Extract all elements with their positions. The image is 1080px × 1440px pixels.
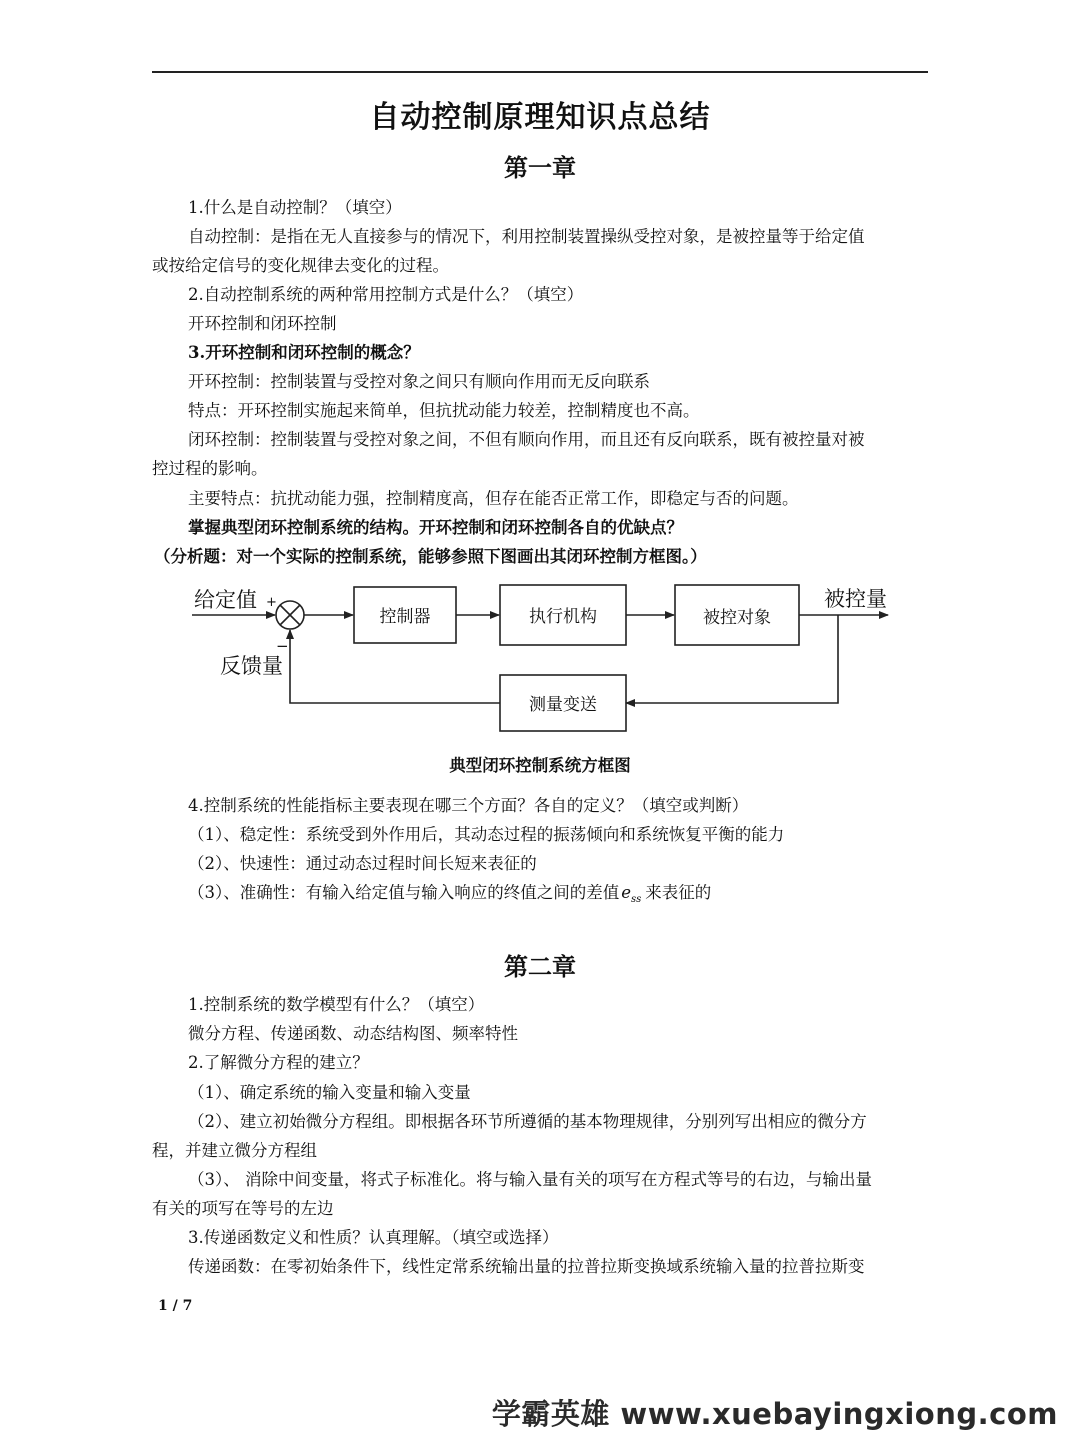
plant-label: 被控对象 (703, 608, 771, 628)
text-line: 控过程的影响。 (152, 459, 268, 478)
text-line: 3.传递函数定义和性质？认真理解。（填空或选择） (188, 1228, 559, 1247)
diagram-caption: 典型闭环控制系统方框图 (449, 756, 631, 775)
watermark: 学霸英雄 www.xuebayingxiong.com (491, 1397, 1058, 1431)
accuracy-text: （3）、准确性：有输入给定值与输入响应的终值之间的差值 (188, 883, 620, 902)
text-line: 开环控制和闭环控制 (188, 314, 337, 333)
actuator-label: 执行机构 (529, 607, 597, 627)
input-label: 给定值 (194, 588, 257, 612)
plus-sign: + (266, 595, 277, 610)
page-number: 1 / 7 (158, 1298, 193, 1314)
bold-question: 3.开环控制和闭环控制的概念？ (188, 343, 420, 362)
text-line: 2.了解微分方程的建立？ (188, 1053, 369, 1072)
sensor-label: 测量变送 (529, 695, 597, 715)
text-line: 自动控制：是指在无人直接参与的情况下，利用控制装置操纵受控对象，是被控量等于给定值 (188, 227, 865, 246)
block-diagram (186, 575, 896, 745)
text-line: （2）、快速性：通过动态过程时间长短来表征的 (188, 854, 537, 873)
text-line: （1）、确定系统的输入变量和输入变量 (188, 1083, 471, 1102)
text-line: 4.控制系统的性能指标主要表现在哪三个方面？各自的定义？（填空或判断） (188, 796, 749, 815)
top-rule (152, 71, 928, 73)
text-line (188, 881, 711, 912)
text-line: 1.控制系统的数学模型有什么？（填空） (188, 995, 485, 1014)
minus-sign: − (276, 637, 289, 655)
feedback-return (290, 630, 500, 703)
text-line: 闭环控制：控制装置与受控对象之间，不但有顺向作用，而且还有反向联系，既有被控量对被 (188, 430, 865, 449)
text-line: 或按给定信号的变化规律去变化的过程。 (152, 256, 449, 275)
text-line: 2.自动控制系统的两种常用控制方式是什么？（填空） (188, 285, 584, 304)
feedback-label: 反馈量 (220, 654, 283, 678)
output-label: 被控量 (824, 587, 887, 611)
controller-label: 控制器 (379, 607, 431, 627)
text-line: 1.什么是自动控制？（填空） (188, 198, 402, 217)
accuracy-tail: 来表征的 (645, 883, 712, 902)
chapter-1-heading: 第一章 (504, 153, 576, 182)
bold-note: （分析题：对一个实际的控制系统，能够参照下图画出其闭环控制方框图。） (154, 547, 707, 566)
bold-question: 掌握典型闭环控制系统的结构。开环控制和闭环控制各自的优缺点？ (188, 518, 683, 537)
text-line: 有关的项写在等号的左边 (152, 1199, 334, 1218)
text-line: 微分方程、传递函数、动态结构图、频率特性 (188, 1024, 518, 1043)
text-line: 传递函数：在零初始条件下，线性定常系统输出量的拉普拉斯变换域系统输入量的拉普拉斯变 (188, 1257, 865, 1276)
text-line: 程，并建立微分方程组 (152, 1141, 317, 1160)
chapter-2-heading: 第二章 (504, 952, 576, 981)
text-line: 开环控制：控制装置与受控对象之间只有顺向作用而无反向联系 (188, 372, 650, 391)
feedback-line (626, 615, 838, 703)
ess-symbol: $e_{ss}$ (621, 883, 642, 905)
text-line: （1）、稳定性：系统受到外作用后，其动态过程的振荡倾向和系统恢复平衡的能力 (188, 825, 785, 844)
text-line: 特点：开环控制实施起来简单，但抗扰动能力较差，控制精度也不高。 (188, 401, 700, 420)
text-line: （2）、建立初始微分方程组。即根据各环节所遵循的基本物理规律，分别列写出相应的微分方 (188, 1112, 867, 1131)
text-line: （3）、 消除中间变量，将式子标准化。将与输入量有关的项写在方程式等号的右边，与输出量 (188, 1170, 872, 1189)
page-title: 自动控制原理知识点总结 (369, 100, 711, 135)
text-line: 主要特点：抗扰动能力强，控制精度高，但存在能否正常工作，即稳定与否的问题。 (188, 489, 799, 508)
